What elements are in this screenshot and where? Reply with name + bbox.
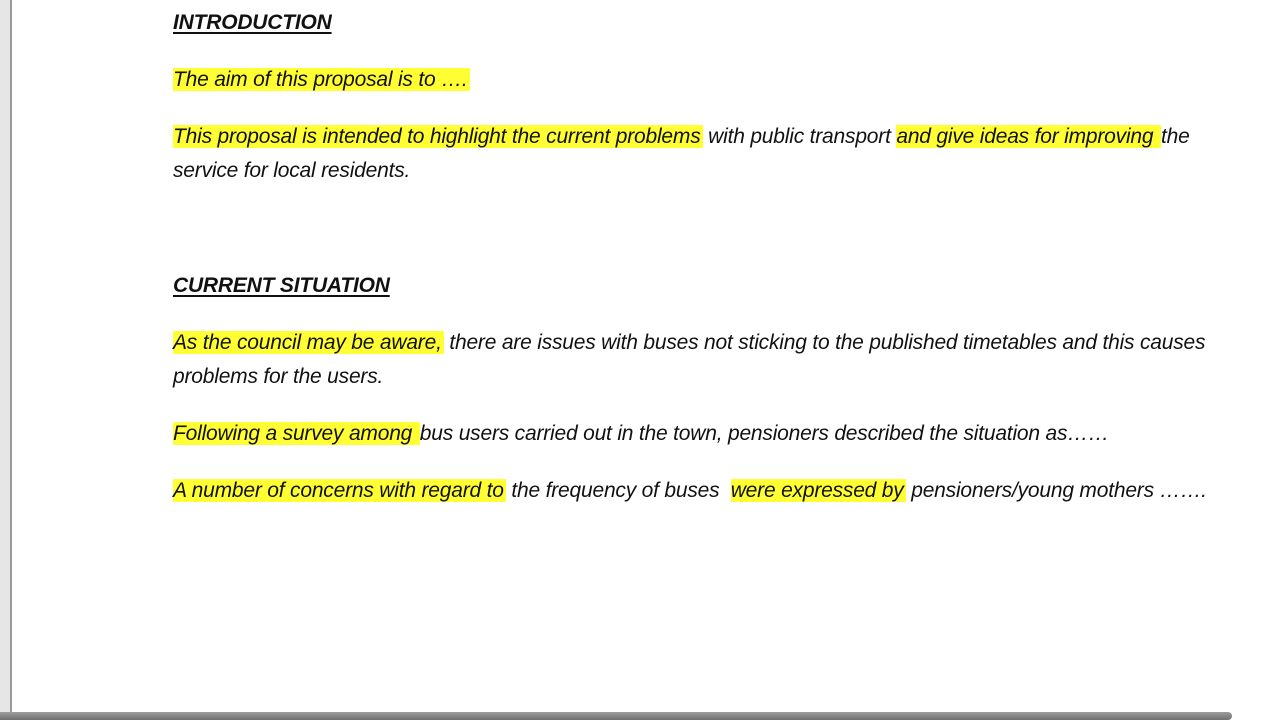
aware-highlight: As the council may be aware, [173,331,442,354]
concerns-paragraph [173,474,1213,508]
concerns-text-2: pensioners/young mothers ……. [905,479,1207,502]
left-margin-gutter [0,0,12,720]
intended-highlight-2: and give ideas for improving [896,125,1160,148]
survey-paragraph [173,417,1213,451]
survey-text: bus users carried out in the town, pensioners described the situation as…… [419,422,1109,445]
intended-paragraph [173,120,1213,188]
survey-highlight: Following a survey among [173,422,418,445]
concerns-highlight-2: were expressed by [730,479,904,502]
aim-paragraph [173,63,1213,97]
concerns-highlight-1: A number of concerns with regard to [173,479,504,502]
intended-text-2: the service for local residents. [173,125,1190,182]
concerns-text-1: the frequency of buses [505,479,731,502]
intended-text-1: with public transport [702,125,897,148]
current-situation-heading: CURRENT SITUATION [173,274,390,297]
horizontal-scrollbar[interactable] [0,712,1232,720]
aware-paragraph [173,326,1213,394]
aware-text: there are issues with buses not sticking to the published timetables and this causes problems for the users. [173,331,1206,388]
aim-highlight: The aim of this proposal is to …. [173,68,468,91]
introduction-heading: INTRODUCTION [173,11,332,34]
intended-highlight-1: This proposal is intended to highlight the current problems [173,125,701,148]
